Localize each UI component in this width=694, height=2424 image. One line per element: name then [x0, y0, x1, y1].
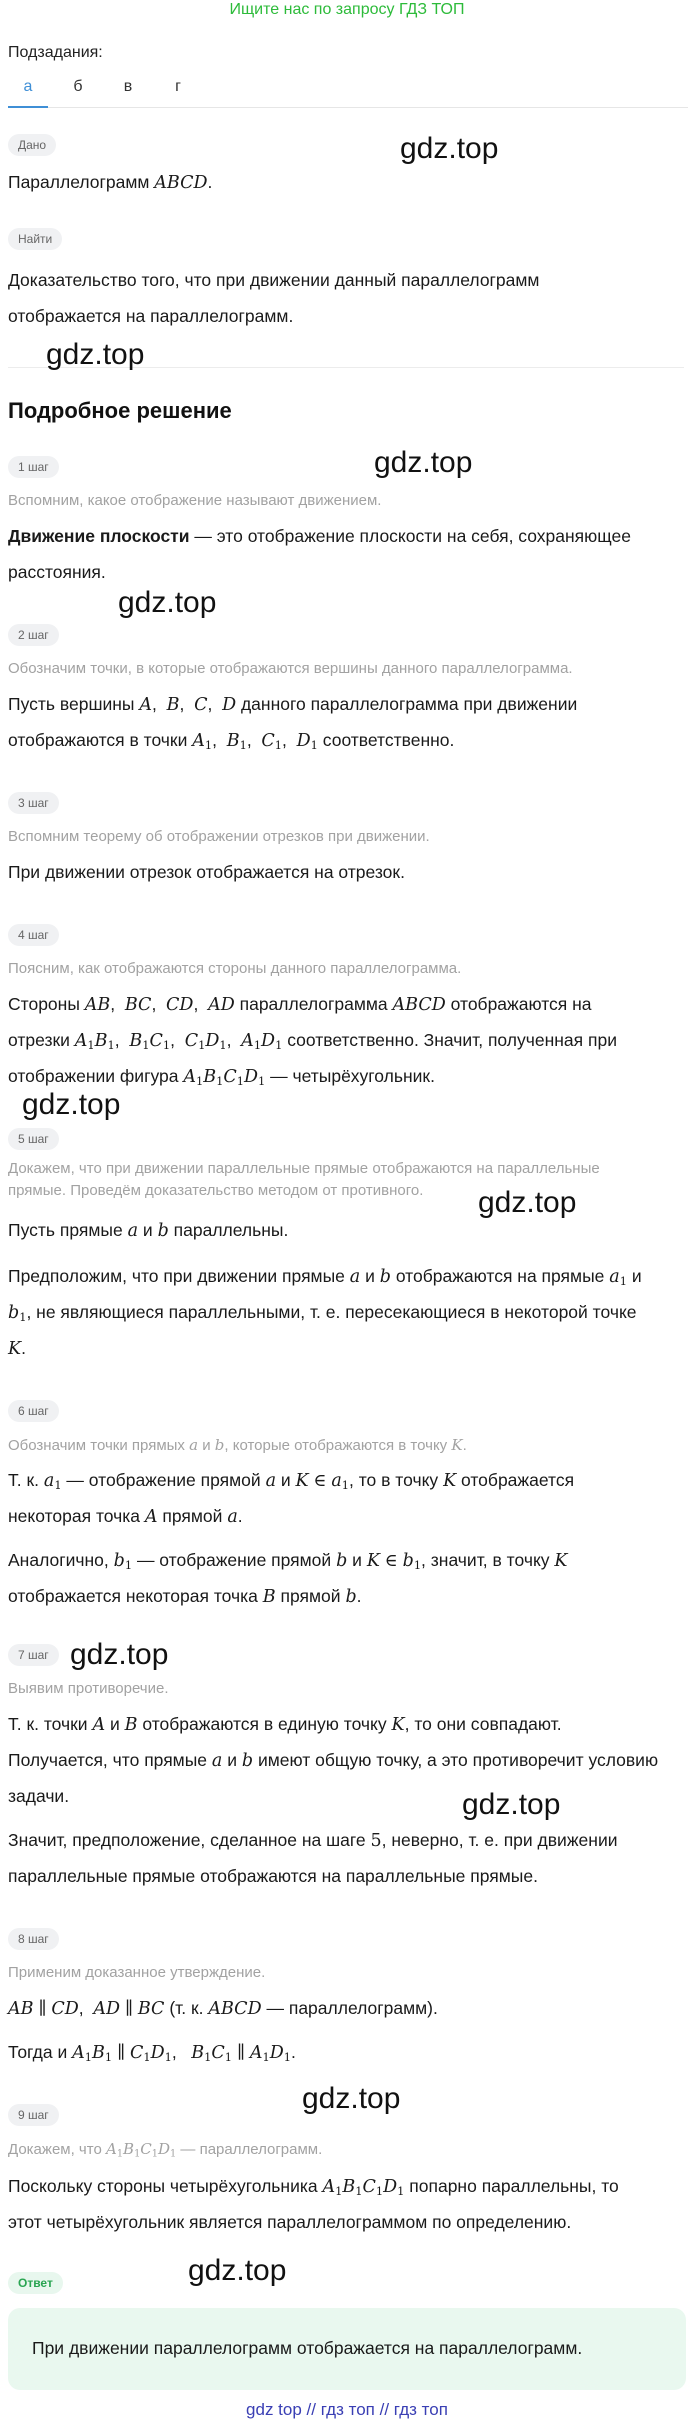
tab-b[interactable]: б — [73, 78, 83, 95]
answer-text: При движении параллелограмм отображается на параллелограмм. — [32, 2338, 583, 2358]
step-8-text-1: AB ∥ CD, AD ∥ BC (т. к. ABCD — параллелограмм). — [8, 1998, 438, 2019]
step-5-hint-2: прямые. Проведём доказательство методом от противного. — [8, 1182, 424, 1199]
step-7-badge: 7 шаг — [8, 1644, 59, 1666]
step-9-badge: 9 шаг — [8, 2104, 59, 2126]
step-2-badge: 2 шаг — [8, 624, 59, 646]
given-badge: Дано — [8, 134, 56, 156]
find-text-1: Доказательство того, что при движении данный параллелограмм — [8, 270, 540, 290]
step-5-text-4: K. — [8, 1338, 26, 1359]
watermark: gdz.top — [70, 1638, 169, 1671]
answer-badge: Ответ — [8, 2272, 63, 2294]
step-7-text-2: Получается, что прямые a и b имеют общую точку, а это противоречит условию — [8, 1750, 659, 1771]
step-7-text-1: Т. к. точки A и B отображаются в единую точку K, то они совпадают. — [8, 1714, 562, 1735]
footer-links — [0, 2400, 694, 2420]
watermark: gdz.top — [400, 132, 499, 165]
step-3-hint: Вспомним теорему об отображении отрезков при движении. — [8, 828, 430, 845]
watermark: gdz.top — [46, 338, 145, 371]
step-5-badge: 5 шаг — [8, 1128, 59, 1150]
step-5-text-1: Пусть прямые a и b параллельны. — [8, 1220, 289, 1241]
step-5-text-2: Предположим, что при движении прямые a и b отображаются на прямые $a_1$ и — [8, 1266, 642, 1288]
step-1-hint: Вспомним, какое отображение называют движением. — [8, 492, 382, 509]
watermark: gdz.top — [188, 2254, 287, 2287]
step-8-text-2: Тогда и $A_1B_1$ ∥ $C_1D_1$, $B_1C_1$ ∥ $A_1D_1$. — [8, 2042, 296, 2064]
step-1-text-2: расстояния. — [8, 562, 106, 582]
step-2-hint: Обозначим точки, в которые отображаются вершины данного параллелограмма. — [8, 660, 573, 677]
answer-box — [8, 2308, 686, 2390]
watermark: gdz.top — [478, 1186, 577, 1219]
step-1-badge: 1 шаг — [8, 456, 59, 478]
step-4-text-2: отрезки $A_1B_1$, $B_1C_1$, $C_1D_1$, $A_1D_1$ соответственно. Значит, полученная при — [8, 1030, 617, 1052]
step-5-hint-1: Докажем, что при движении параллельные прямые отображаются на параллельные — [8, 1160, 600, 1177]
step-6-text-3: Аналогично, $b_1$ — отображение прямой b и K ∈ $b_1$, значит, в точку K — [8, 1550, 568, 1572]
step-6-hint: Обозначим точки прямых a и b, которые отображаются в точку K. — [8, 1436, 467, 1454]
tab-a[interactable]: а — [8, 78, 48, 108]
step-6-text-4: отображается некоторая точка B прямой b. — [8, 1586, 362, 1607]
step-2-text-1: Пусть вершины A, B, C, D данного параллелограмма при движении — [8, 694, 578, 715]
step-4-hint: Поясним, как отображаются стороны данного параллелограмма. — [8, 960, 462, 977]
watermark: gdz.top — [462, 1788, 561, 1821]
watermark: gdz.top — [118, 586, 217, 619]
step-8-badge: 8 шаг — [8, 1928, 59, 1950]
subtask-tabs — [8, 78, 688, 108]
step-9-hint: Докажем, что $A_1B_1C_1D_1$ — параллелограмм. — [8, 2140, 323, 2160]
step-9-text-1: Поскольку стороны четырёхугольника $A_1B_1C_1D_1$ попарно параллельны, то — [8, 2176, 619, 2198]
watermark: gdz.top — [22, 1088, 121, 1121]
subtasks-title: Подзадания: — [8, 44, 103, 61]
step-4-text-1: Стороны AB, BC, CD, AD параллелограмма ABCD отображаются на — [8, 994, 592, 1015]
footer-separator: // — [306, 2400, 316, 2419]
footer-link-gdz-top[interactable]: gdz top — [246, 2400, 302, 2419]
step-2-text-2: отображаются в точки $A_1$, $B_1$, $C_1$, $D_1$ соответственно. — [8, 730, 455, 752]
footer-link-gdz-top-ru[interactable]: гдз топ — [320, 2400, 375, 2419]
step-6-badge: 6 шаг — [8, 1400, 59, 1422]
tab-g[interactable]: г — [175, 78, 181, 95]
step-9-text-2: этот четырёхугольник является параллелограммом по определению. — [8, 2212, 572, 2232]
top-banner[interactable]: Ищите нас по запросу ГДЗ ТОП — [229, 1, 465, 18]
step-4-badge: 4 шаг — [8, 924, 59, 946]
tab-v[interactable]: в — [123, 78, 133, 95]
find-badge: Найти — [8, 228, 62, 250]
step-7-text-4: Значит, предположение, сделанное на шаге 5, неверно, т. е. при движении — [8, 1830, 618, 1851]
step-6-text-2: некоторая точка A прямой a. — [8, 1506, 243, 1527]
step-6-text-1: Т. к. $a_1$ — отображение прямой a и K ∈ $a_1$, то в точку K отображается — [8, 1470, 575, 1492]
step-5-text-3: $b_1$, не являющиеся параллельными, т. е. пересекающиеся в некоторой точке — [8, 1302, 637, 1324]
step-4-text-3: отображении фигура $A_1B_1C_1D_1$ — четырёхугольник. — [8, 1066, 435, 1088]
step-8-hint: Применим доказанное утверждение. — [8, 1964, 266, 1981]
watermark: gdz.top — [374, 446, 473, 479]
step-7-hint: Выявим противоречие. — [8, 1680, 169, 1697]
given-text: Параллелограмм ABCD. — [8, 172, 213, 193]
footer-link-gdz-top-ru-2[interactable]: гдз топ — [393, 2400, 448, 2419]
step-7-text-3: задачи. — [8, 1786, 70, 1806]
step-3-text: При движении отрезок отображается на отрезок. — [8, 862, 405, 882]
step-1-text-1: Движение плоскости — это отображение плоскости на себя, сохраняющее — [8, 526, 631, 546]
step-3-badge: 3 шаг — [8, 792, 59, 814]
solution-title: Подробное решение — [8, 398, 232, 423]
step-7-text-5: параллельные прямые отображаются на параллельные прямые. — [8, 1866, 538, 1886]
watermark: gdz.top — [302, 2082, 401, 2115]
find-text-2: отображается на параллелограмм. — [8, 306, 294, 326]
footer-separator: // — [379, 2400, 390, 2419]
